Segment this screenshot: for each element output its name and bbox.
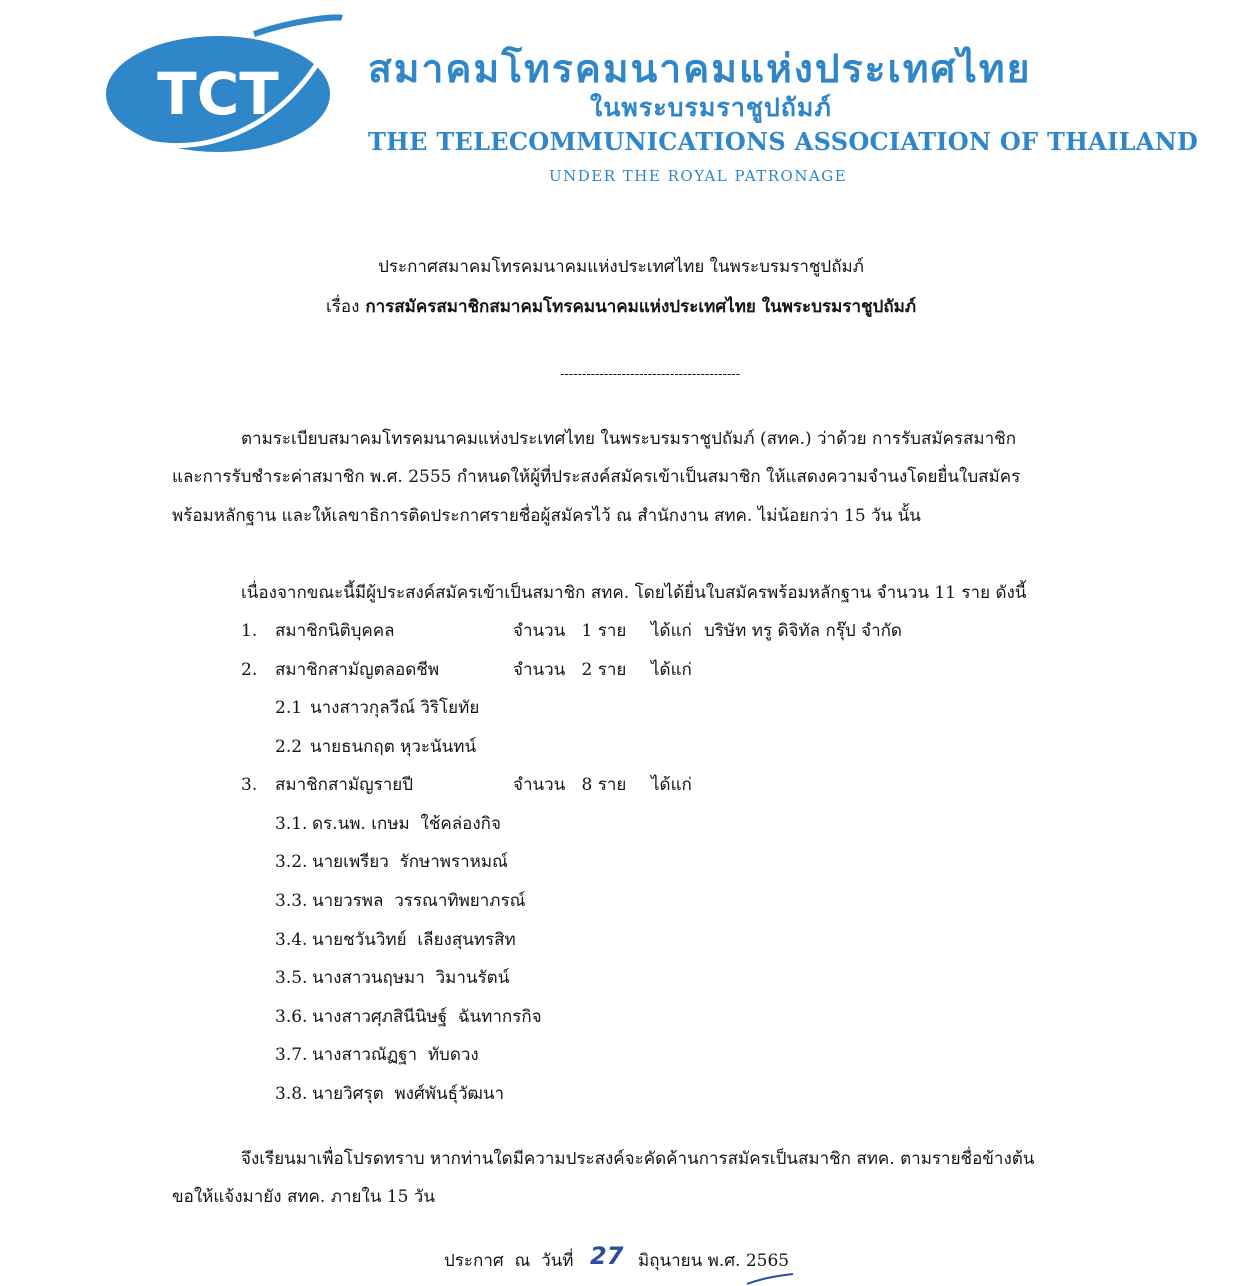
member-number: 3.5.	[275, 968, 308, 988]
member-number: 2.2	[275, 737, 303, 757]
category-label: สมาชิกนิติบุคคล	[275, 621, 395, 641]
category-count: จำนวน 2 ราย	[513, 660, 627, 680]
category-number: 1.	[241, 621, 258, 641]
announcement-subject	[0, 296, 1242, 318]
announcement-title: ประกาศสมาคมโทรคมนาคมแห่งประเทศไทย ในพระบรมราชูปถัมภ์	[378, 257, 864, 277]
signature-stroke	[745, 1272, 805, 1286]
category-label: สมาชิกสามัญตลอดชีพ	[275, 660, 440, 680]
subject-prefix: เรื่อง	[325, 297, 360, 317]
member-number: 3.2.	[275, 852, 308, 872]
category-count: จำนวน 1 ราย	[513, 621, 627, 641]
member-number: 3.7.	[275, 1045, 308, 1065]
category-count: จำนวน 8 ราย	[513, 775, 627, 795]
logo-text: TCT	[157, 60, 279, 128]
category-given: ได้แก่	[651, 775, 692, 795]
member-name: นายวรพล วรรณาทิพยาภรณ์	[312, 891, 526, 911]
member-name: นางสาวณัฏฐา ทับดวง	[312, 1045, 479, 1065]
org-subtitle-en: UNDER THE ROYAL PATRONAGE	[549, 167, 848, 185]
para2: เนื่องจากขณะนี้มีผู้ประสงค์สมัครเข้าเป็นสมาชิก สทค. โดยได้ยื่นใบสมัครพร้อมหลักฐาน จำนวน 11 ราย ดังนี้	[241, 583, 1027, 603]
divider: -----------------------------------------	[560, 367, 741, 382]
logo-swoosh-tail	[254, 18, 342, 34]
org-name-en: THE TELECOMMUNICATIONS ASSOCIATION OF THAILAND	[368, 127, 1199, 156]
closing-line2: ขอให้แจ้งมายัง สทค. ภายใน 15 วัน	[172, 1187, 435, 1207]
member-number: 3.1.	[275, 814, 308, 834]
member-number: 3.6.	[275, 1007, 308, 1027]
member-number: 2.1	[275, 698, 303, 718]
category-number: 3.	[241, 775, 258, 795]
closing-line1: จึงเรียนมาเพื่อโปรดทราบ หากท่านใดมีความประสงค์จะคัดค้านการสมัครเป็นสมาชิก สทค. ตามรายชื่อข้างต้น	[241, 1149, 1035, 1169]
org-subtitle-th: ในพระบรมราชูปถัมภ์	[590, 93, 832, 122]
handwritten-day: 27	[590, 1242, 624, 1270]
member-name: นายวิศรุต พงศ์พันธุ์วัฒนา	[312, 1084, 505, 1104]
category-given: ได้แก่	[651, 660, 692, 680]
member-name: นางสาวนฤษมา วิมานรัตน์	[312, 968, 510, 988]
category-given: ได้แก่	[651, 621, 692, 641]
announce-date-prefix: ประกาศ ณ วันที่	[444, 1251, 574, 1271]
member-name: นางสาวกุลวีณ์ วิริโยทัย	[310, 698, 480, 718]
category-label: สมาชิกสามัญรายปี	[275, 775, 414, 795]
org-name-th: สมาคมโทรคมนาคมแห่งประเทศไทย	[368, 47, 1032, 92]
member-number: 3.8.	[275, 1084, 308, 1104]
announce-month-year: มิถุนายน พ.ศ. 2565	[638, 1251, 790, 1271]
tct-logo	[104, 14, 344, 160]
member-name: นางสาวศุภสินีนิษฐ์ ฉันทากรกิจ	[312, 1007, 542, 1027]
member-name: ดร.นพ. เกษม ใช้คล่องกิจ	[312, 814, 501, 834]
member-name: นายเพรียว รักษาพราหมณ์	[312, 852, 508, 872]
member-name: นายชวันวิทย์ เลียงสุนทรสิท	[312, 930, 516, 950]
subject-text: การสมัครสมาชิกสมาคมโทรคมนาคมแห่งประเทศไทย ในพระบรมราชูปถัมภ์	[365, 297, 917, 317]
category-number: 2.	[241, 660, 258, 680]
category-member-name: บริษัท ทรู ดิจิทัล กรุ๊ป จำกัด	[704, 621, 902, 641]
member-number: 3.4.	[275, 930, 308, 950]
member-number: 3.3.	[275, 891, 308, 911]
para1-line1: ตามระเบียบสมาคมโทรคมนาคมแห่งประเทศไทย ในพระบรมราชูปถัมภ์ (สทค.) ว่าด้วย การรับสมัครสมาชิก	[241, 429, 1016, 449]
para1-line3: พร้อมหลักฐาน และให้เลขาธิการติดประกาศรายชื่อผู้สมัครไว้ ณ สำนักงาน สทค. ไม่น้อยกว่า 15 วัน นั้น	[172, 506, 921, 526]
member-name: นายธนกฤต หุวะนันทน์	[310, 737, 477, 757]
para1-line2: และการรับชำระค่าสมาชิก พ.ศ. 2555 กำหนดให้ผู้ที่ประสงค์สมัครเข้าเป็นสมาชิก ให้แสดงความจำนงโดยยื่นใบสมัคร	[172, 467, 1021, 487]
